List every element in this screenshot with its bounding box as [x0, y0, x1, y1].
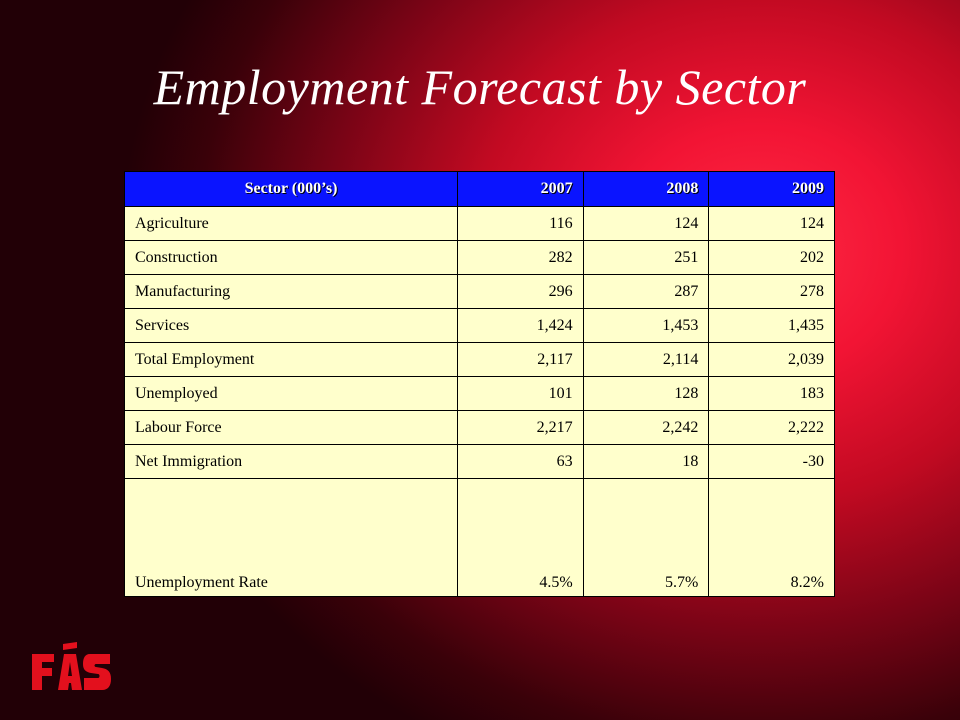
cell-2007: 4.5% — [458, 479, 584, 597]
cell-2007: 2,117 — [458, 343, 584, 377]
cell-2007: 282 — [458, 241, 584, 275]
cell-2009: 8.2% — [709, 479, 835, 597]
table-row — [125, 241, 835, 275]
cell-2008: 287 — [583, 275, 709, 309]
cell-2008: 2,242 — [583, 411, 709, 445]
table-row — [125, 377, 835, 411]
fas-logo — [30, 640, 112, 692]
table-row — [125, 275, 835, 309]
slide-title: Employment Forecast by Sector — [153, 59, 807, 115]
cell-2009: 278 — [709, 275, 835, 309]
header-2007: 2007 — [458, 172, 584, 207]
cell-2009: -30 — [709, 445, 835, 479]
cell-2008: 5.7% — [583, 479, 709, 597]
cell-2008: 251 — [583, 241, 709, 275]
row-label: Agriculture — [125, 207, 458, 241]
table-row — [125, 445, 835, 479]
cell-2009: 2,039 — [709, 343, 835, 377]
cell-2007: 63 — [458, 445, 584, 479]
cell-2007: 1,424 — [458, 309, 584, 343]
header-sector: Sector (000’s) — [125, 172, 458, 207]
cell-2008: 2,114 — [583, 343, 709, 377]
table-row — [125, 411, 835, 445]
row-label: Manufacturing — [125, 275, 458, 309]
row-label: Unemployed — [125, 377, 458, 411]
table-row — [125, 309, 835, 343]
header-2008: 2008 — [583, 172, 709, 207]
table-header-row — [125, 172, 835, 207]
cell-2008: 1,453 — [583, 309, 709, 343]
cell-2009: 183 — [709, 377, 835, 411]
cell-2007: 116 — [458, 207, 584, 241]
row-label: Net Immigration — [125, 445, 458, 479]
cell-2008: 128 — [583, 377, 709, 411]
row-label: Unemployment Rate — [125, 479, 458, 597]
cell-2009: 2,222 — [709, 411, 835, 445]
cell-2008: 18 — [583, 445, 709, 479]
cell-2007: 2,217 — [458, 411, 584, 445]
cell-2009: 124 — [709, 207, 835, 241]
cell-2007: 296 — [458, 275, 584, 309]
row-label: Total Employment — [125, 343, 458, 377]
table-row — [125, 479, 835, 597]
cell-2007: 101 — [458, 377, 584, 411]
cell-2008: 124 — [583, 207, 709, 241]
header-2009: 2009 — [709, 172, 835, 207]
table-row — [125, 343, 835, 377]
row-label: Construction — [125, 241, 458, 275]
row-label: Services — [125, 309, 458, 343]
cell-2009: 1,435 — [709, 309, 835, 343]
row-label: Labour Force — [125, 411, 458, 445]
table-row — [125, 207, 835, 241]
cell-2009: 202 — [709, 241, 835, 275]
forecast-table — [124, 171, 835, 597]
fas-logo-graphic — [30, 640, 112, 692]
